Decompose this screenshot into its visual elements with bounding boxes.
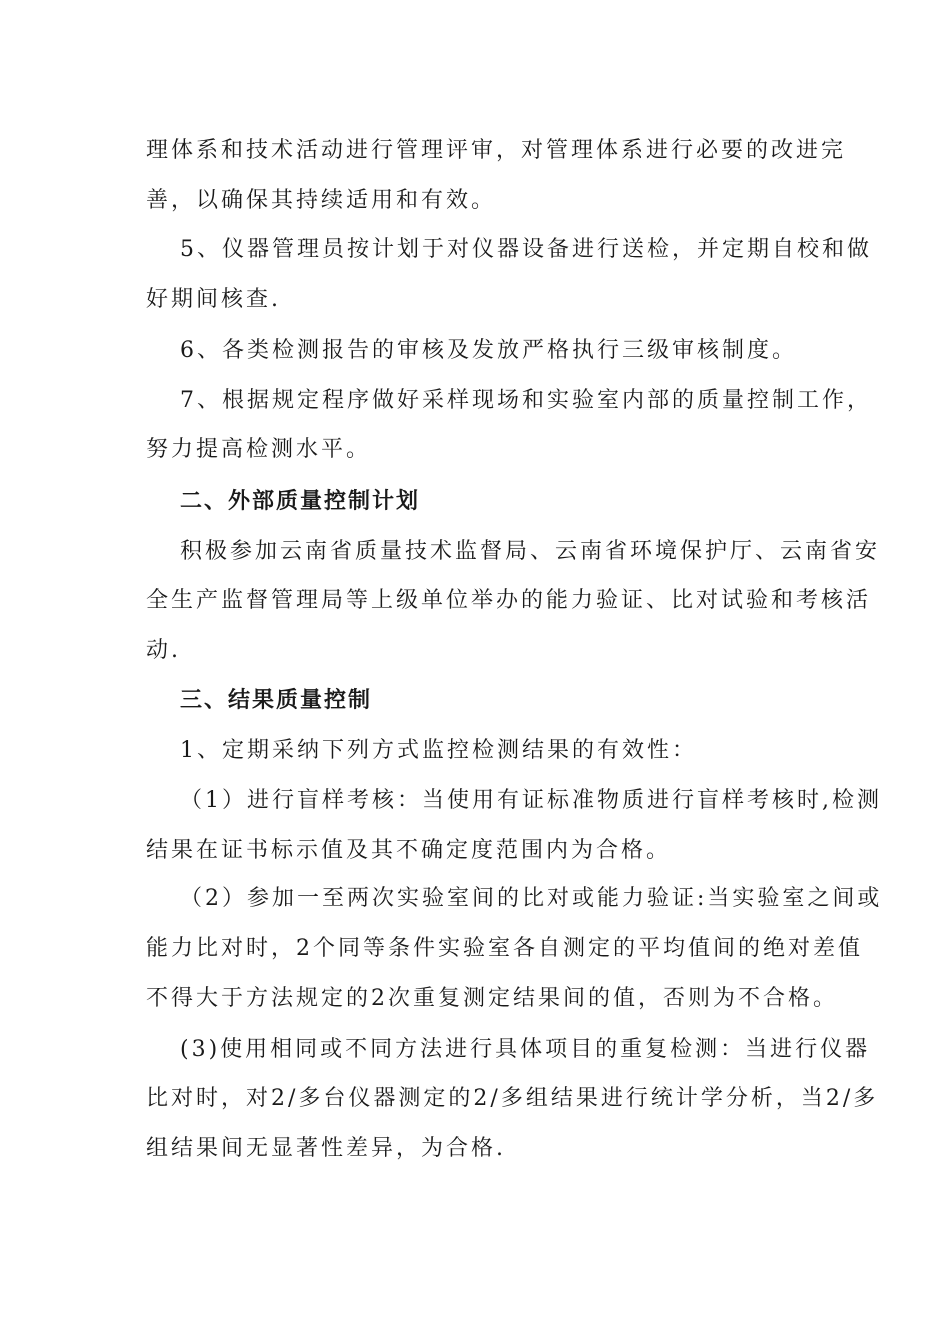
paragraph-line: (3)使用相同或不同方法进行具体项目的重复检测：当进行仪器 (180, 1037, 871, 1062)
paragraph-line: 努力提高检测水平。 (146, 437, 372, 462)
paragraph-line: 好期间核查. (146, 287, 281, 312)
section-heading: 三、结果质量控制 (180, 688, 373, 713)
paragraph-line: 不得大于方法规定的2次重复测定结果间的值，否则为不合格。 (146, 986, 838, 1011)
section-heading: 二、外部质量控制计划 (180, 489, 421, 514)
paragraph-line: 7、根据规定程序做好采样现场和实验室内部的质量控制工作， (180, 388, 872, 413)
paragraph-line: 全生产监督管理局等上级单位举办的能力验证、比对试验和考核活 (146, 588, 872, 613)
paragraph-line: 5、仪器管理员按计划于对仪器设备进行送检，并定期自校和做 (180, 237, 872, 262)
paragraph-line: 6、各类检测报告的审核及发放严格执行三级审核制度。 (180, 338, 797, 363)
paragraph-line: 积极参加云南省质量技术监督局、云南省环境保护厅、云南省安 (180, 539, 881, 564)
paragraph-line: 结果在证书标示值及其不确定度范围内为合格。 (146, 838, 672, 863)
paragraph-line: （1）进行盲样考核：当使用有证标准物质进行盲样考核时,检测 (180, 788, 882, 813)
paragraph-line: 组结果间无显著性差异，为合格. (146, 1136, 506, 1161)
paragraph-line: （2）参加一至两次实验室间的比对或能力验证:当实验室之间或 (180, 886, 883, 911)
paragraph-line: 比对时，对2/多台仪器测定的2/多组结果进行统计学分析，当2/多 (146, 1086, 879, 1111)
paragraph-line: 1、定期采纳下列方式监控检测结果的有效性： (180, 738, 697, 763)
paragraph-line: 理体系和技术活动进行管理评审，对管理体系进行必要的改进完 (146, 138, 847, 163)
paragraph-line: 动. (146, 638, 181, 663)
paragraph-line: 善，以确保其持续适用和有效。 (146, 188, 497, 213)
paragraph-line: 能力比对时，2个同等条件实验室各自测定的平均值间的绝对差值 (146, 936, 863, 961)
